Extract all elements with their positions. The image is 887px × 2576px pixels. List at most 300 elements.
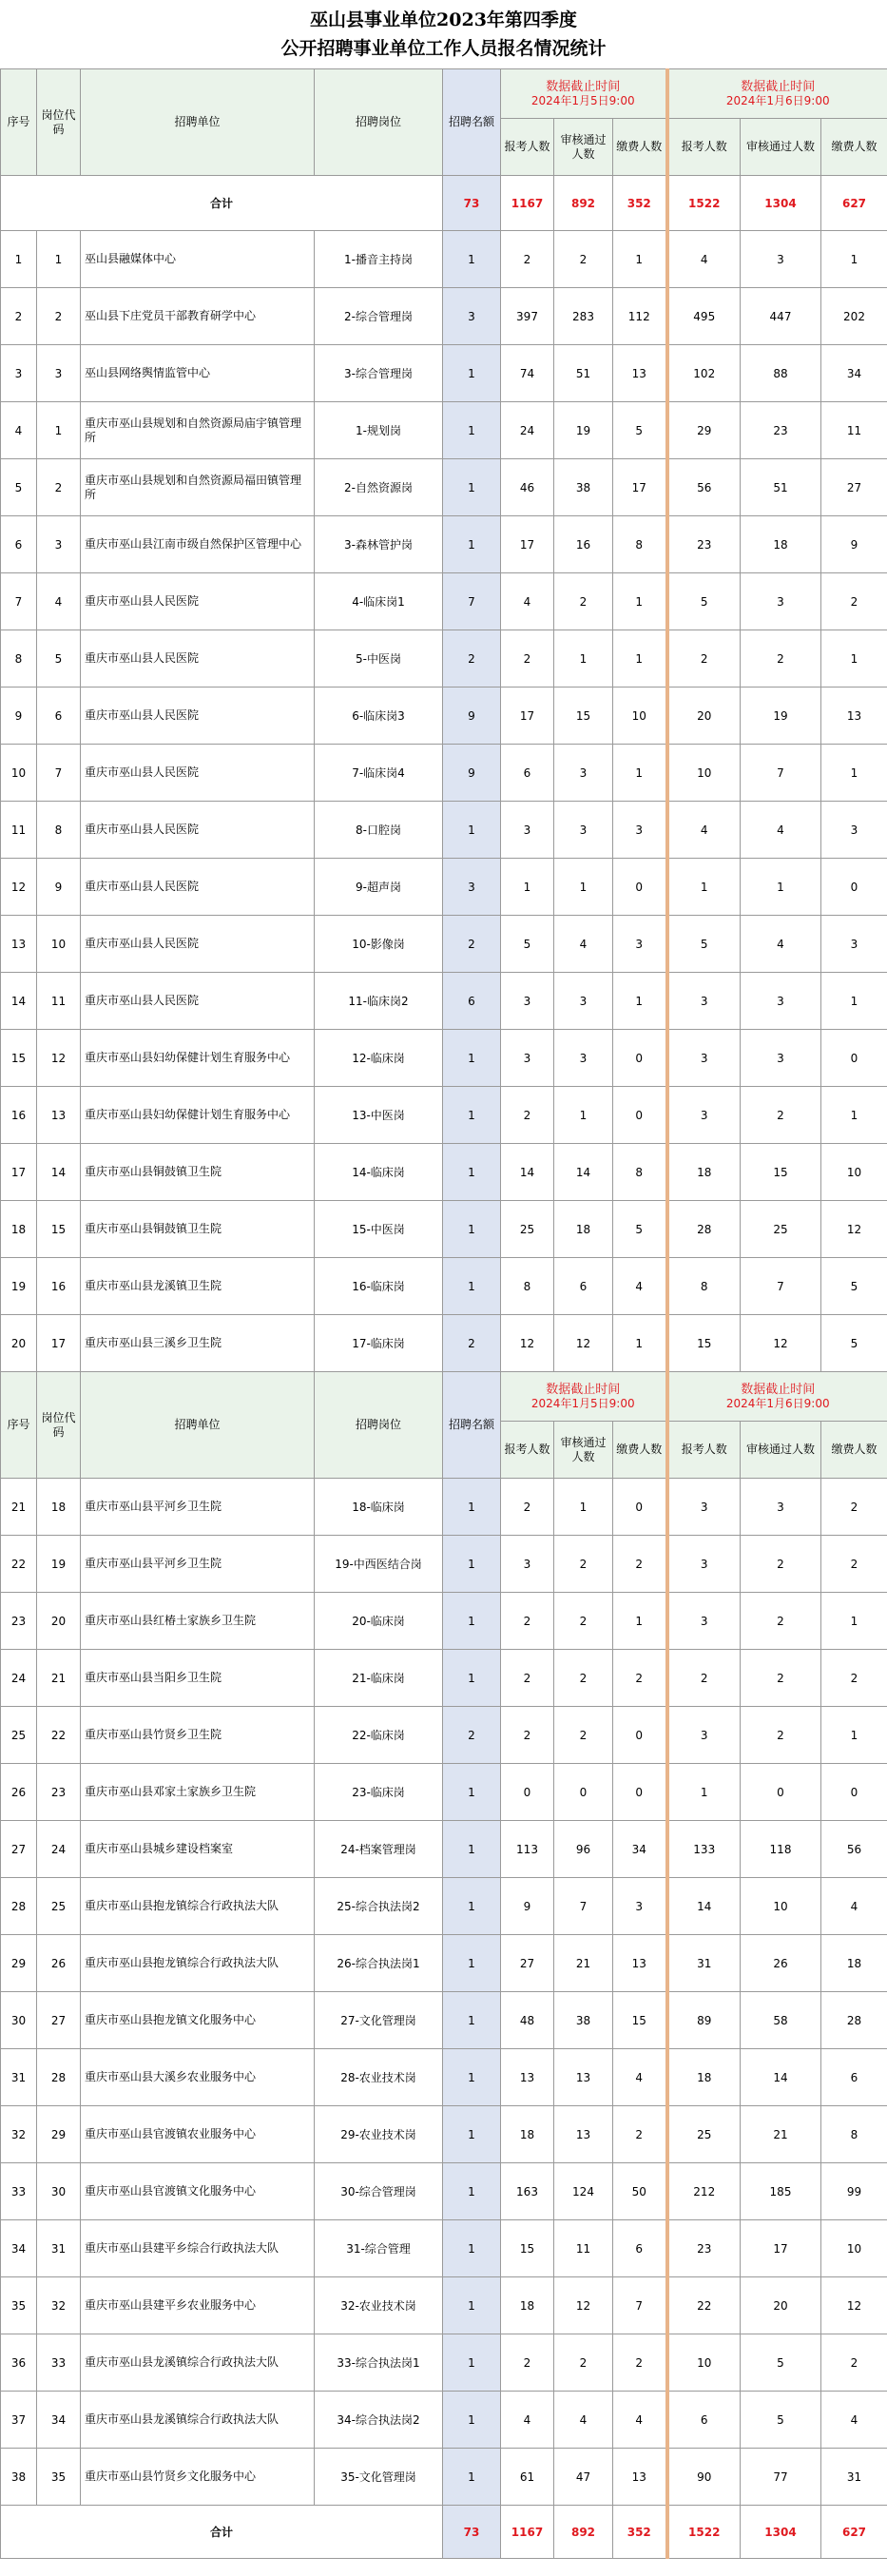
row-p2-paid: 0 (821, 1764, 887, 1821)
row-post: 5-中医岗 (315, 630, 443, 688)
row-p1-approved: 0 (554, 1764, 613, 1821)
row-post: 19-中西医结合岗 (315, 1536, 443, 1593)
row-p1-paid: 2 (613, 2334, 667, 2392)
table-row (1, 1201, 887, 1258)
row-p1-applied: 2 (501, 630, 554, 688)
row-p1-approved: 124 (554, 2163, 613, 2220)
row-seq: 1 (1, 231, 37, 288)
row-p1-applied: 18 (501, 2106, 554, 2163)
top-total-row (1, 176, 887, 231)
row-quota: 1 (443, 2277, 501, 2334)
row-p2-approved: 2 (741, 1087, 821, 1144)
row-quota: 9 (443, 745, 501, 802)
row-seq: 19 (1, 1258, 37, 1315)
row-seq: 12 (1, 859, 37, 916)
row-p1-paid: 0 (613, 1707, 667, 1764)
row-p2-approved: 2 (741, 630, 821, 688)
row-p1-approved: 7 (554, 1878, 613, 1935)
row-quota: 1 (443, 1650, 501, 1707)
row-p2-applied: 22 (667, 2277, 741, 2334)
total-value: 1522 (667, 2506, 741, 2559)
row-p2-paid: 12 (821, 1201, 887, 1258)
row-seq: 24 (1, 1650, 37, 1707)
row-p2-paid: 2 (821, 1536, 887, 1593)
row-seq: 23 (1, 1593, 37, 1650)
table-row (1, 1087, 887, 1144)
row-p1-approved: 3 (554, 745, 613, 802)
row-p2-approved: 0 (741, 1764, 821, 1821)
row-p1-paid: 7 (613, 2277, 667, 2334)
table-row (1, 231, 887, 288)
row-post: 16-临床岗 (315, 1258, 443, 1315)
row-p2-paid: 31 (821, 2449, 887, 2506)
row-post: 10-影像岗 (315, 916, 443, 973)
row-p2-paid: 1 (821, 630, 887, 688)
row-p1-applied: 18 (501, 2277, 554, 2334)
row-p2-approved: 447 (741, 288, 821, 345)
row-post: 30-综合管理岗 (315, 2163, 443, 2220)
row-quota: 1 (443, 2392, 501, 2449)
row-p2-approved: 15 (741, 1144, 821, 1201)
row-quota: 1 (443, 2220, 501, 2277)
row-seq: 30 (1, 1992, 37, 2049)
row-unit: 重庆市巫山县竹贤乡卫生院 (81, 1707, 315, 1764)
registration-table (0, 68, 887, 2559)
table-row (1, 1536, 887, 1593)
row-p1-applied: 3 (501, 802, 554, 859)
total-value: 1167 (501, 176, 554, 231)
row-p1-approved: 4 (554, 916, 613, 973)
row-p2-paid: 2 (821, 1479, 887, 1536)
row-unit: 重庆市巫山县人民医院 (81, 859, 315, 916)
header-period-2: 数据截止时间 2024年1月6日9:00 (667, 69, 887, 119)
row-p1-approved: 38 (554, 459, 613, 516)
row-unit: 重庆市巫山县官渡镇文化服务中心 (81, 2163, 315, 2220)
table-row (1, 459, 887, 516)
row-p1-approved: 3 (554, 1030, 613, 1087)
row-seq: 10 (1, 745, 37, 802)
table-row (1, 573, 887, 630)
table-row (1, 1258, 887, 1315)
row-p2-paid: 1 (821, 1707, 887, 1764)
row-p2-applied: 18 (667, 1144, 741, 1201)
row-quota: 1 (443, 1030, 501, 1087)
table-row (1, 402, 887, 459)
row-unit: 重庆市巫山县红椿土家族乡卫生院 (81, 1593, 315, 1650)
table-row (1, 2277, 887, 2334)
row-p2-applied: 90 (667, 2449, 741, 2506)
row-p2-paid: 99 (821, 2163, 887, 2220)
header-seq: 序号 (1, 69, 37, 176)
row-p1-approved: 1 (554, 630, 613, 688)
row-p2-approved: 4 (741, 802, 821, 859)
total-value: 892 (554, 176, 613, 231)
row-code: 28 (37, 2049, 81, 2106)
row-p2-applied: 212 (667, 2163, 741, 2220)
row-post: 2-自然资源岗 (315, 459, 443, 516)
row-p2-applied: 4 (667, 231, 741, 288)
row-p2-applied: 10 (667, 2334, 741, 2392)
table-row (1, 745, 887, 802)
row-quota: 2 (443, 1707, 501, 1764)
row-code: 10 (37, 916, 81, 973)
row-seq: 35 (1, 2277, 37, 2334)
row-p1-paid: 5 (613, 1201, 667, 1258)
row-code: 1 (37, 231, 81, 288)
row-seq: 32 (1, 2106, 37, 2163)
table-row (1, 973, 887, 1030)
row-p1-applied: 9 (501, 1878, 554, 1935)
row-seq: 34 (1, 2220, 37, 2277)
row-p1-approved: 13 (554, 2049, 613, 2106)
row-quota: 2 (443, 630, 501, 688)
row-p2-applied: 495 (667, 288, 741, 345)
table-row (1, 345, 887, 402)
header-quota: 招聘名额 (443, 1372, 501, 1479)
row-p2-applied: 15 (667, 1315, 741, 1372)
row-seq: 29 (1, 1935, 37, 1992)
row-unit: 重庆市巫山县龙溪镇综合行政执法大队 (81, 2334, 315, 2392)
row-p2-applied: 10 (667, 745, 741, 802)
row-seq: 17 (1, 1144, 37, 1201)
row-code: 1 (37, 402, 81, 459)
row-p1-paid: 8 (613, 1144, 667, 1201)
table-row (1, 1992, 887, 2049)
row-p2-paid: 5 (821, 1258, 887, 1315)
row-unit: 重庆市巫山县邓家土家族乡卫生院 (81, 1764, 315, 1821)
row-p2-paid: 1 (821, 1593, 887, 1650)
row-p1-approved: 1 (554, 859, 613, 916)
total-quota: 73 (443, 2506, 501, 2559)
table-row (1, 1821, 887, 1878)
row-p2-paid: 11 (821, 402, 887, 459)
header-code: 岗位代码 (37, 69, 81, 176)
row-unit: 重庆市巫山县龙溪镇综合行政执法大队 (81, 2392, 315, 2449)
row-quota: 1 (443, 1593, 501, 1650)
total-value: 1304 (741, 2506, 821, 2559)
row-unit: 重庆市巫山县人民医院 (81, 973, 315, 1030)
second-header-row-1 (1, 1372, 887, 1422)
row-p2-applied: 25 (667, 2106, 741, 2163)
row-code: 4 (37, 573, 81, 630)
row-seq: 13 (1, 916, 37, 973)
row-p2-paid: 202 (821, 288, 887, 345)
row-p2-applied: 5 (667, 916, 741, 973)
row-quota: 1 (443, 1821, 501, 1878)
row-quota: 2 (443, 916, 501, 973)
row-p2-approved: 77 (741, 2449, 821, 2506)
row-code: 16 (37, 1258, 81, 1315)
total-value: 1304 (741, 176, 821, 231)
header-paid: 缴费人数 (613, 1422, 667, 1479)
row-p2-approved: 12 (741, 1315, 821, 1372)
row-p1-applied: 2 (501, 1479, 554, 1536)
row-seq: 5 (1, 459, 37, 516)
title-line-1: 巫山县事业单位2023年第四季度 (310, 10, 577, 30)
table-row (1, 2220, 887, 2277)
row-code: 8 (37, 802, 81, 859)
row-seq: 37 (1, 2392, 37, 2449)
row-p2-approved: 58 (741, 1992, 821, 2049)
row-p1-applied: 397 (501, 288, 554, 345)
row-code: 19 (37, 1536, 81, 1593)
row-unit: 重庆市巫山县江南市级自然保护区管理中心 (81, 516, 315, 573)
row-unit: 重庆市巫山县铜鼓镇卫生院 (81, 1144, 315, 1201)
row-code: 31 (37, 2220, 81, 2277)
row-p2-applied: 3 (667, 1707, 741, 1764)
row-p2-approved: 3 (741, 1030, 821, 1087)
table-row (1, 2106, 887, 2163)
row-p1-applied: 2 (501, 1707, 554, 1764)
row-p2-approved: 20 (741, 2277, 821, 2334)
row-p2-approved: 5 (741, 2334, 821, 2392)
row-unit: 重庆市巫山县城乡建设档案室 (81, 1821, 315, 1878)
row-quota: 1 (443, 802, 501, 859)
header-approved: 审核通过人数 (554, 1422, 613, 1479)
row-unit: 重庆市巫山县人民医院 (81, 573, 315, 630)
row-p2-paid: 56 (821, 1821, 887, 1878)
row-p2-paid: 1 (821, 973, 887, 1030)
row-p2-paid: 0 (821, 859, 887, 916)
row-p2-approved: 3 (741, 1479, 821, 1536)
row-quota: 1 (443, 345, 501, 402)
row-seq: 28 (1, 1878, 37, 1935)
row-p1-paid: 5 (613, 402, 667, 459)
row-code: 32 (37, 2277, 81, 2334)
row-p1-approved: 15 (554, 688, 613, 745)
total-value: 1522 (667, 176, 741, 231)
row-p2-paid: 18 (821, 1935, 887, 1992)
row-unit: 巫山县下庄党员干部教育研学中心 (81, 288, 315, 345)
row-p1-paid: 0 (613, 1087, 667, 1144)
row-code: 20 (37, 1593, 81, 1650)
row-quota: 7 (443, 573, 501, 630)
row-post: 21-临床岗 (315, 1650, 443, 1707)
row-unit: 重庆市巫山县平河乡卫生院 (81, 1479, 315, 1536)
row-p1-applied: 17 (501, 688, 554, 745)
row-p2-applied: 2 (667, 1650, 741, 1707)
row-post: 35-文化管理岗 (315, 2449, 443, 2506)
row-p2-applied: 89 (667, 1992, 741, 2049)
row-post: 28-农业技术岗 (315, 2049, 443, 2106)
row-code: 3 (37, 516, 81, 573)
row-post: 17-临床岗 (315, 1315, 443, 1372)
row-p1-paid: 1 (613, 1593, 667, 1650)
header-applied: 报考人数 (667, 1422, 741, 1479)
row-p2-applied: 3 (667, 1536, 741, 1593)
table-row (1, 2163, 887, 2220)
row-quota: 1 (443, 1087, 501, 1144)
row-p2-applied: 4 (667, 802, 741, 859)
row-p1-applied: 1 (501, 859, 554, 916)
row-p1-approved: 12 (554, 1315, 613, 1372)
row-quota: 1 (443, 1479, 501, 1536)
row-p1-paid: 3 (613, 916, 667, 973)
row-post: 9-超声岗 (315, 859, 443, 916)
header-post: 招聘岗位 (315, 69, 443, 176)
row-p1-applied: 27 (501, 1935, 554, 1992)
row-p1-paid: 13 (613, 2449, 667, 2506)
row-p2-approved: 3 (741, 573, 821, 630)
table-row (1, 859, 887, 916)
row-p1-approved: 3 (554, 802, 613, 859)
row-p1-paid: 0 (613, 1479, 667, 1536)
row-post: 29-农业技术岗 (315, 2106, 443, 2163)
row-code: 33 (37, 2334, 81, 2392)
row-quota: 6 (443, 973, 501, 1030)
header-paid: 缴费人数 (821, 1422, 887, 1479)
row-p2-paid: 8 (821, 2106, 887, 2163)
row-p2-applied: 6 (667, 2392, 741, 2449)
row-p1-paid: 1 (613, 1315, 667, 1372)
row-p2-approved: 1 (741, 859, 821, 916)
row-code: 21 (37, 1650, 81, 1707)
row-p1-approved: 96 (554, 1821, 613, 1878)
row-code: 24 (37, 1821, 81, 1878)
row-seq: 16 (1, 1087, 37, 1144)
bottom-total-row (1, 2506, 887, 2559)
row-code: 26 (37, 1935, 81, 1992)
row-code: 2 (37, 459, 81, 516)
row-unit: 重庆市巫山县抱龙镇综合行政执法大队 (81, 1935, 315, 1992)
table-row (1, 1935, 887, 1992)
row-p1-paid: 112 (613, 288, 667, 345)
row-code: 18 (37, 1479, 81, 1536)
row-p1-applied: 5 (501, 916, 554, 973)
table-row (1, 1878, 887, 1935)
row-p1-paid: 1 (613, 973, 667, 1030)
row-p2-approved: 7 (741, 1258, 821, 1315)
row-unit: 重庆市巫山县规划和自然资源局庙宇镇管理所 (81, 402, 315, 459)
row-quota: 1 (443, 2049, 501, 2106)
total-value: 627 (821, 176, 887, 231)
row-unit: 重庆市巫山县建平乡农业服务中心 (81, 2277, 315, 2334)
row-p2-approved: 4 (741, 916, 821, 973)
row-code: 17 (37, 1315, 81, 1372)
row-post: 26-综合执法岗1 (315, 1935, 443, 1992)
row-quota: 1 (443, 1992, 501, 2049)
table-row (1, 1315, 887, 1372)
row-p2-paid: 1 (821, 745, 887, 802)
header-post: 招聘岗位 (315, 1372, 443, 1479)
row-p1-paid: 4 (613, 1258, 667, 1315)
row-p2-paid: 10 (821, 1144, 887, 1201)
total-value: 352 (613, 176, 667, 231)
row-p2-approved: 19 (741, 688, 821, 745)
row-p1-approved: 1 (554, 1087, 613, 1144)
row-p2-approved: 10 (741, 1878, 821, 1935)
table-row (1, 1479, 887, 1536)
row-p2-paid: 34 (821, 345, 887, 402)
row-p1-approved: 2 (554, 231, 613, 288)
row-code: 3 (37, 345, 81, 402)
row-p1-approved: 2 (554, 1593, 613, 1650)
document-title (0, 0, 887, 68)
row-post: 4-临床岗1 (315, 573, 443, 630)
table-body (1, 69, 887, 2559)
row-p1-approved: 12 (554, 2277, 613, 2334)
row-p2-applied: 3 (667, 973, 741, 1030)
row-seq: 26 (1, 1764, 37, 1821)
total-value: 627 (821, 2506, 887, 2559)
row-p1-applied: 25 (501, 1201, 554, 1258)
row-p2-approved: 21 (741, 2106, 821, 2163)
total-value: 1167 (501, 2506, 554, 2559)
header-seq: 序号 (1, 1372, 37, 1479)
header-period-1: 数据截止时间 2024年1月5日9:00 (501, 69, 667, 119)
row-p2-applied: 8 (667, 1258, 741, 1315)
row-quota: 1 (443, 1878, 501, 1935)
row-p2-applied: 29 (667, 402, 741, 459)
header-period-1: 数据截止时间 2024年1月5日9:00 (501, 1372, 667, 1422)
row-unit: 重庆市巫山县竹贤乡文化服务中心 (81, 2449, 315, 2506)
row-unit: 重庆市巫山县龙溪镇卫生院 (81, 1258, 315, 1315)
row-p1-paid: 0 (613, 1764, 667, 1821)
row-p2-paid: 0 (821, 1030, 887, 1087)
row-p2-paid: 5 (821, 1315, 887, 1372)
total-quota: 73 (443, 176, 501, 231)
row-unit: 重庆市巫山县平河乡卫生院 (81, 1536, 315, 1593)
row-p2-paid: 1 (821, 1087, 887, 1144)
row-post: 3-综合管理岗 (315, 345, 443, 402)
row-unit: 重庆市巫山县铜鼓镇卫生院 (81, 1201, 315, 1258)
row-p1-approved: 47 (554, 2449, 613, 2506)
row-p1-applied: 2 (501, 231, 554, 288)
row-quota: 1 (443, 1536, 501, 1593)
row-post: 6-临床岗3 (315, 688, 443, 745)
row-p2-approved: 7 (741, 745, 821, 802)
row-p2-approved: 3 (741, 973, 821, 1030)
row-p2-approved: 2 (741, 1536, 821, 1593)
row-code: 29 (37, 2106, 81, 2163)
row-p2-paid: 10 (821, 2220, 887, 2277)
row-unit: 重庆市巫山县大溪乡农业服务中心 (81, 2049, 315, 2106)
row-quota: 1 (443, 2163, 501, 2220)
row-quota: 9 (443, 688, 501, 745)
total-label: 合计 (1, 2506, 443, 2559)
row-p1-applied: 24 (501, 402, 554, 459)
row-code: 23 (37, 1764, 81, 1821)
row-p1-applied: 2 (501, 1593, 554, 1650)
row-p2-approved: 185 (741, 2163, 821, 2220)
row-unit: 重庆市巫山县建平乡综合行政执法大队 (81, 2220, 315, 2277)
row-p2-applied: 3 (667, 1030, 741, 1087)
row-seq: 27 (1, 1821, 37, 1878)
total-value: 352 (613, 2506, 667, 2559)
row-unit: 重庆市巫山县人民医院 (81, 630, 315, 688)
row-p1-applied: 12 (501, 1315, 554, 1372)
row-p1-approved: 283 (554, 288, 613, 345)
row-post: 8-口腔岗 (315, 802, 443, 859)
row-p2-paid: 3 (821, 916, 887, 973)
row-quota: 1 (443, 1935, 501, 1992)
row-post: 31-综合管理 (315, 2220, 443, 2277)
row-quota: 1 (443, 2106, 501, 2163)
row-unit: 巫山县网络舆情监管中心 (81, 345, 315, 402)
table-row (1, 1707, 887, 1764)
row-p1-approved: 6 (554, 1258, 613, 1315)
row-code: 15 (37, 1201, 81, 1258)
row-p1-applied: 0 (501, 1764, 554, 1821)
row-seq: 25 (1, 1707, 37, 1764)
header-code: 岗位代码 (37, 1372, 81, 1479)
header-unit: 招聘单位 (81, 69, 315, 176)
row-p2-applied: 102 (667, 345, 741, 402)
row-quota: 1 (443, 1764, 501, 1821)
row-post: 18-临床岗 (315, 1479, 443, 1536)
row-post: 22-临床岗 (315, 1707, 443, 1764)
row-post: 34-综合执法岗2 (315, 2392, 443, 2449)
